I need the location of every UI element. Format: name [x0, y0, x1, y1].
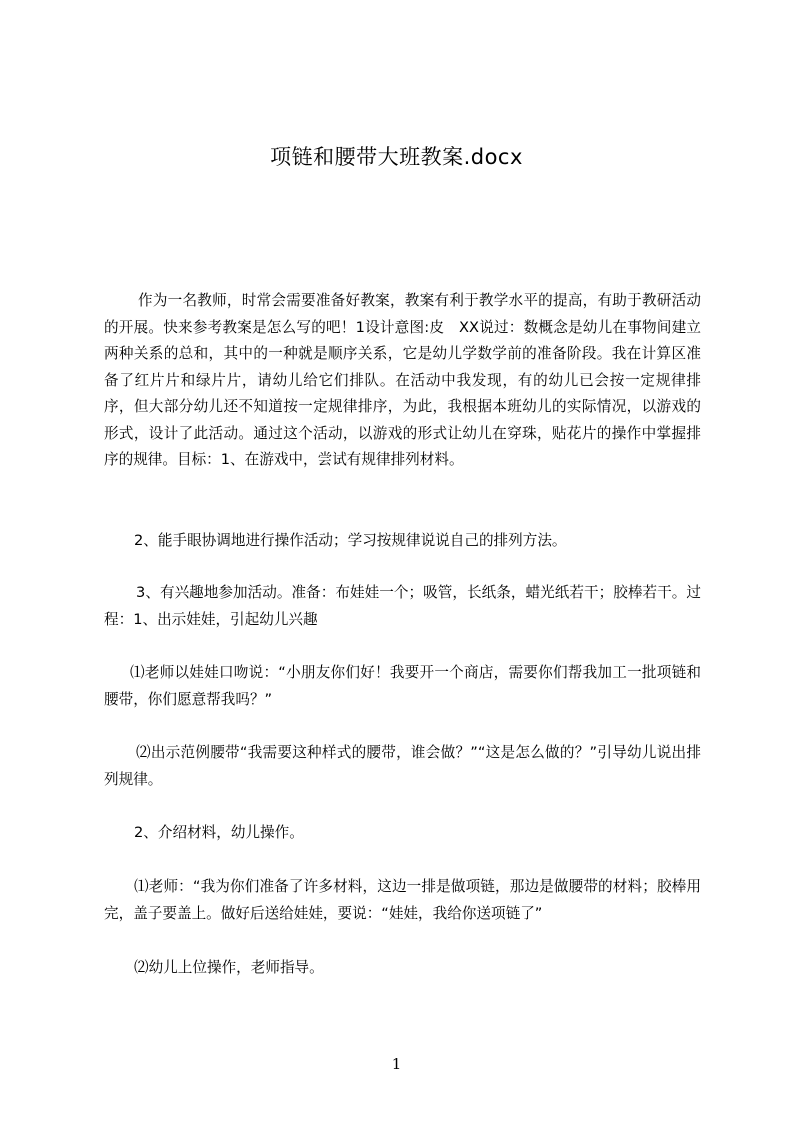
paragraph-step-1-2: ⑵出示范例腰带“我需要这种样式的腰带，谁会做？”“这是怎么做的？”引导幼儿说出排列规律。 — [104, 744, 701, 788]
page-number: 1 — [391, 1055, 402, 1073]
paragraph-step-2: 2、介绍材料，幼儿操作。 — [134, 824, 304, 841]
paragraph-goal-2: 2、能手眼协调地进行操作活动；学习按规律说说自己的排列方法。 — [134, 532, 567, 549]
paragraph-step-2-1: ⑴老师：“我为你们准备了许多材料，这边一排是做项链，那边是做腰带的材料；胶棒用完，盖子要盖上。做好后送给娃娃，要说：“娃娃，我给你送项链了” — [104, 878, 701, 922]
paragraph-step-1-1: ⑴老师以娃娃口吻说：“小朋友你们好！我要开一个商店，需要你们帮我加工一批项链和腰带，你们愿意帮我吗？” — [104, 664, 701, 708]
paragraph-goal-3-preparation: 3、有兴趣地参加活动。准备：布娃娃一个；吸管，长纸条，蜡光纸若干；胶棒若干。过程：1、出示娃娃，引起幼儿兴趣 — [104, 584, 701, 628]
paragraph-intro: 作为一名教师，时常会需要准备好教案，教案有利于教学水平的提高，有助于教研活动的开展。快来参考教案是怎么写的吧！1设计意图:皮 XX说过：数概念是幼儿在事物间建立两种关系的总和，其中的一种就是顺序关系，它是幼儿学数学前的准备阶段。我在计算区准备了红片片和绿片片，请幼儿给它们排队。在活动中我发现，有的幼儿已会按一定规律排序，但大部分幼儿还不知道按一定规律排序，为此，我根据本班幼儿的实际情况，以游戏的形式，设计了此活动。通过这个活动，以游戏的形式让幼儿在穿珠，贴花片的操作中掌握排序的规律。目标：1、在游戏中，尝试有规律排列材料。 — [104, 292, 701, 468]
document-title: 项链和腰带大班教案.docx — [270, 145, 523, 169]
paragraph-step-2-2: ⑵幼儿上位操作，老师指导。 — [134, 959, 324, 976]
